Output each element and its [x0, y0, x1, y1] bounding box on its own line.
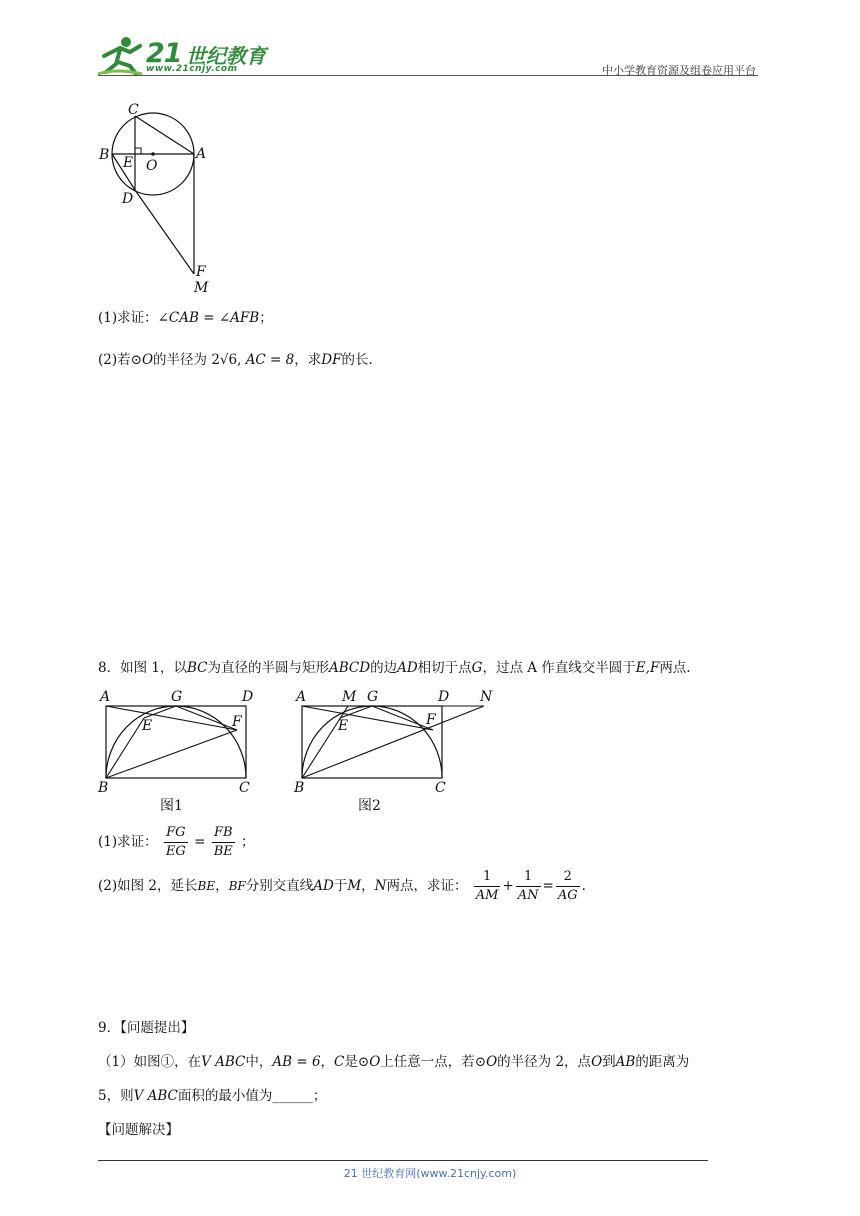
fig2-label-e: E	[338, 718, 349, 734]
fig2-label-f: F	[426, 712, 436, 728]
q7-part1: (1)求证：∠CAB = ∠AFB；	[98, 310, 273, 326]
fig1-label-c: C	[239, 780, 250, 796]
fig2-label-g: G	[367, 689, 379, 705]
fig2-label-b: B	[294, 780, 305, 796]
header-platform-text: 中小学教育资源及组卷应用平台	[602, 64, 756, 77]
figure-circle-tangent	[90, 98, 230, 298]
q8-intro: 8．如图 1，以BC为直径的半圆与矩形ABCD的边AD相切于点G，过点 A 作直线交半圆于E,F两点.	[98, 660, 691, 676]
fig1-label-g: G	[171, 689, 183, 705]
label-d: D	[122, 191, 134, 207]
q8-part2: (2)如图 2，延长BE，BF分别交直线AD于M，N两点，求证： $\frac{1}{AM}$ + $\frac{1}{AN}$ = $\frac{2}{AG}$ .	[98, 869, 586, 903]
fig2-label-m: M	[342, 689, 357, 705]
fig2-caption: 图2	[358, 798, 381, 814]
label-f: F	[196, 264, 206, 280]
fig1-label-b: B	[98, 780, 109, 796]
q9-title: 9．【问题提出】	[98, 1020, 195, 1036]
figure-q8-fig2	[292, 686, 502, 816]
logo-url: www.21cnjy.com	[146, 64, 238, 74]
fraction-2-ag: $\frac{2}{AG}$	[557, 869, 578, 903]
q9-line1: （1）如图①，在V ABC中，AB = 6，C是⊙O上任意一点，若⊙O的半径为 2，点O到AB的距离为	[98, 1054, 690, 1070]
fig1-label-a: A	[100, 689, 111, 705]
fig2-label-d: D	[438, 689, 450, 705]
label-m: M	[194, 280, 209, 296]
label-e: E	[123, 155, 134, 171]
footer-text: 21 世纪教育网(www.21cnjy.com)	[343, 1167, 517, 1180]
label-o: O	[146, 158, 158, 174]
fraction-fb-be: $\frac{FB}{BE}$	[213, 825, 233, 859]
label-a: A	[196, 146, 207, 162]
logo-runner-icon	[96, 34, 146, 76]
q8-part1: (1)求证： $\frac{FG}{EG}$ = $\frac{FB}{BE}$ ；	[98, 825, 255, 859]
label-c: C	[128, 102, 139, 118]
q9-line2: 5，则V ABC面积的最小值为______；	[98, 1088, 327, 1104]
fraction-1-an: $\frac{1}{AN}$	[517, 869, 539, 903]
fraction-fg-eg: $\frac{FG}{EG}$	[165, 825, 186, 859]
fig2-label-c: C	[435, 780, 446, 796]
q7-part2: (2)若⊙O的半径为 2√6, AC = 8，求DF的长.	[98, 352, 373, 368]
fig1-caption: 图1	[160, 798, 183, 814]
fig1-label-d: D	[242, 689, 254, 705]
fig1-label-e: E	[142, 718, 153, 734]
logo-number: 21	[146, 38, 182, 69]
fig2-label-a: A	[296, 689, 307, 705]
label-b: B	[99, 147, 110, 163]
header-divider	[98, 75, 758, 76]
fig1-label-f: F	[232, 714, 242, 730]
footer-divider	[98, 1160, 708, 1161]
fig2-label-n: N	[480, 689, 493, 705]
figure-q8-fig1	[96, 686, 266, 816]
q9-section-heading: 【问题解决】	[98, 1122, 179, 1138]
logo-text: 世纪教育	[186, 44, 266, 68]
fraction-1-am: $\frac{1}{AM}$	[475, 869, 499, 903]
